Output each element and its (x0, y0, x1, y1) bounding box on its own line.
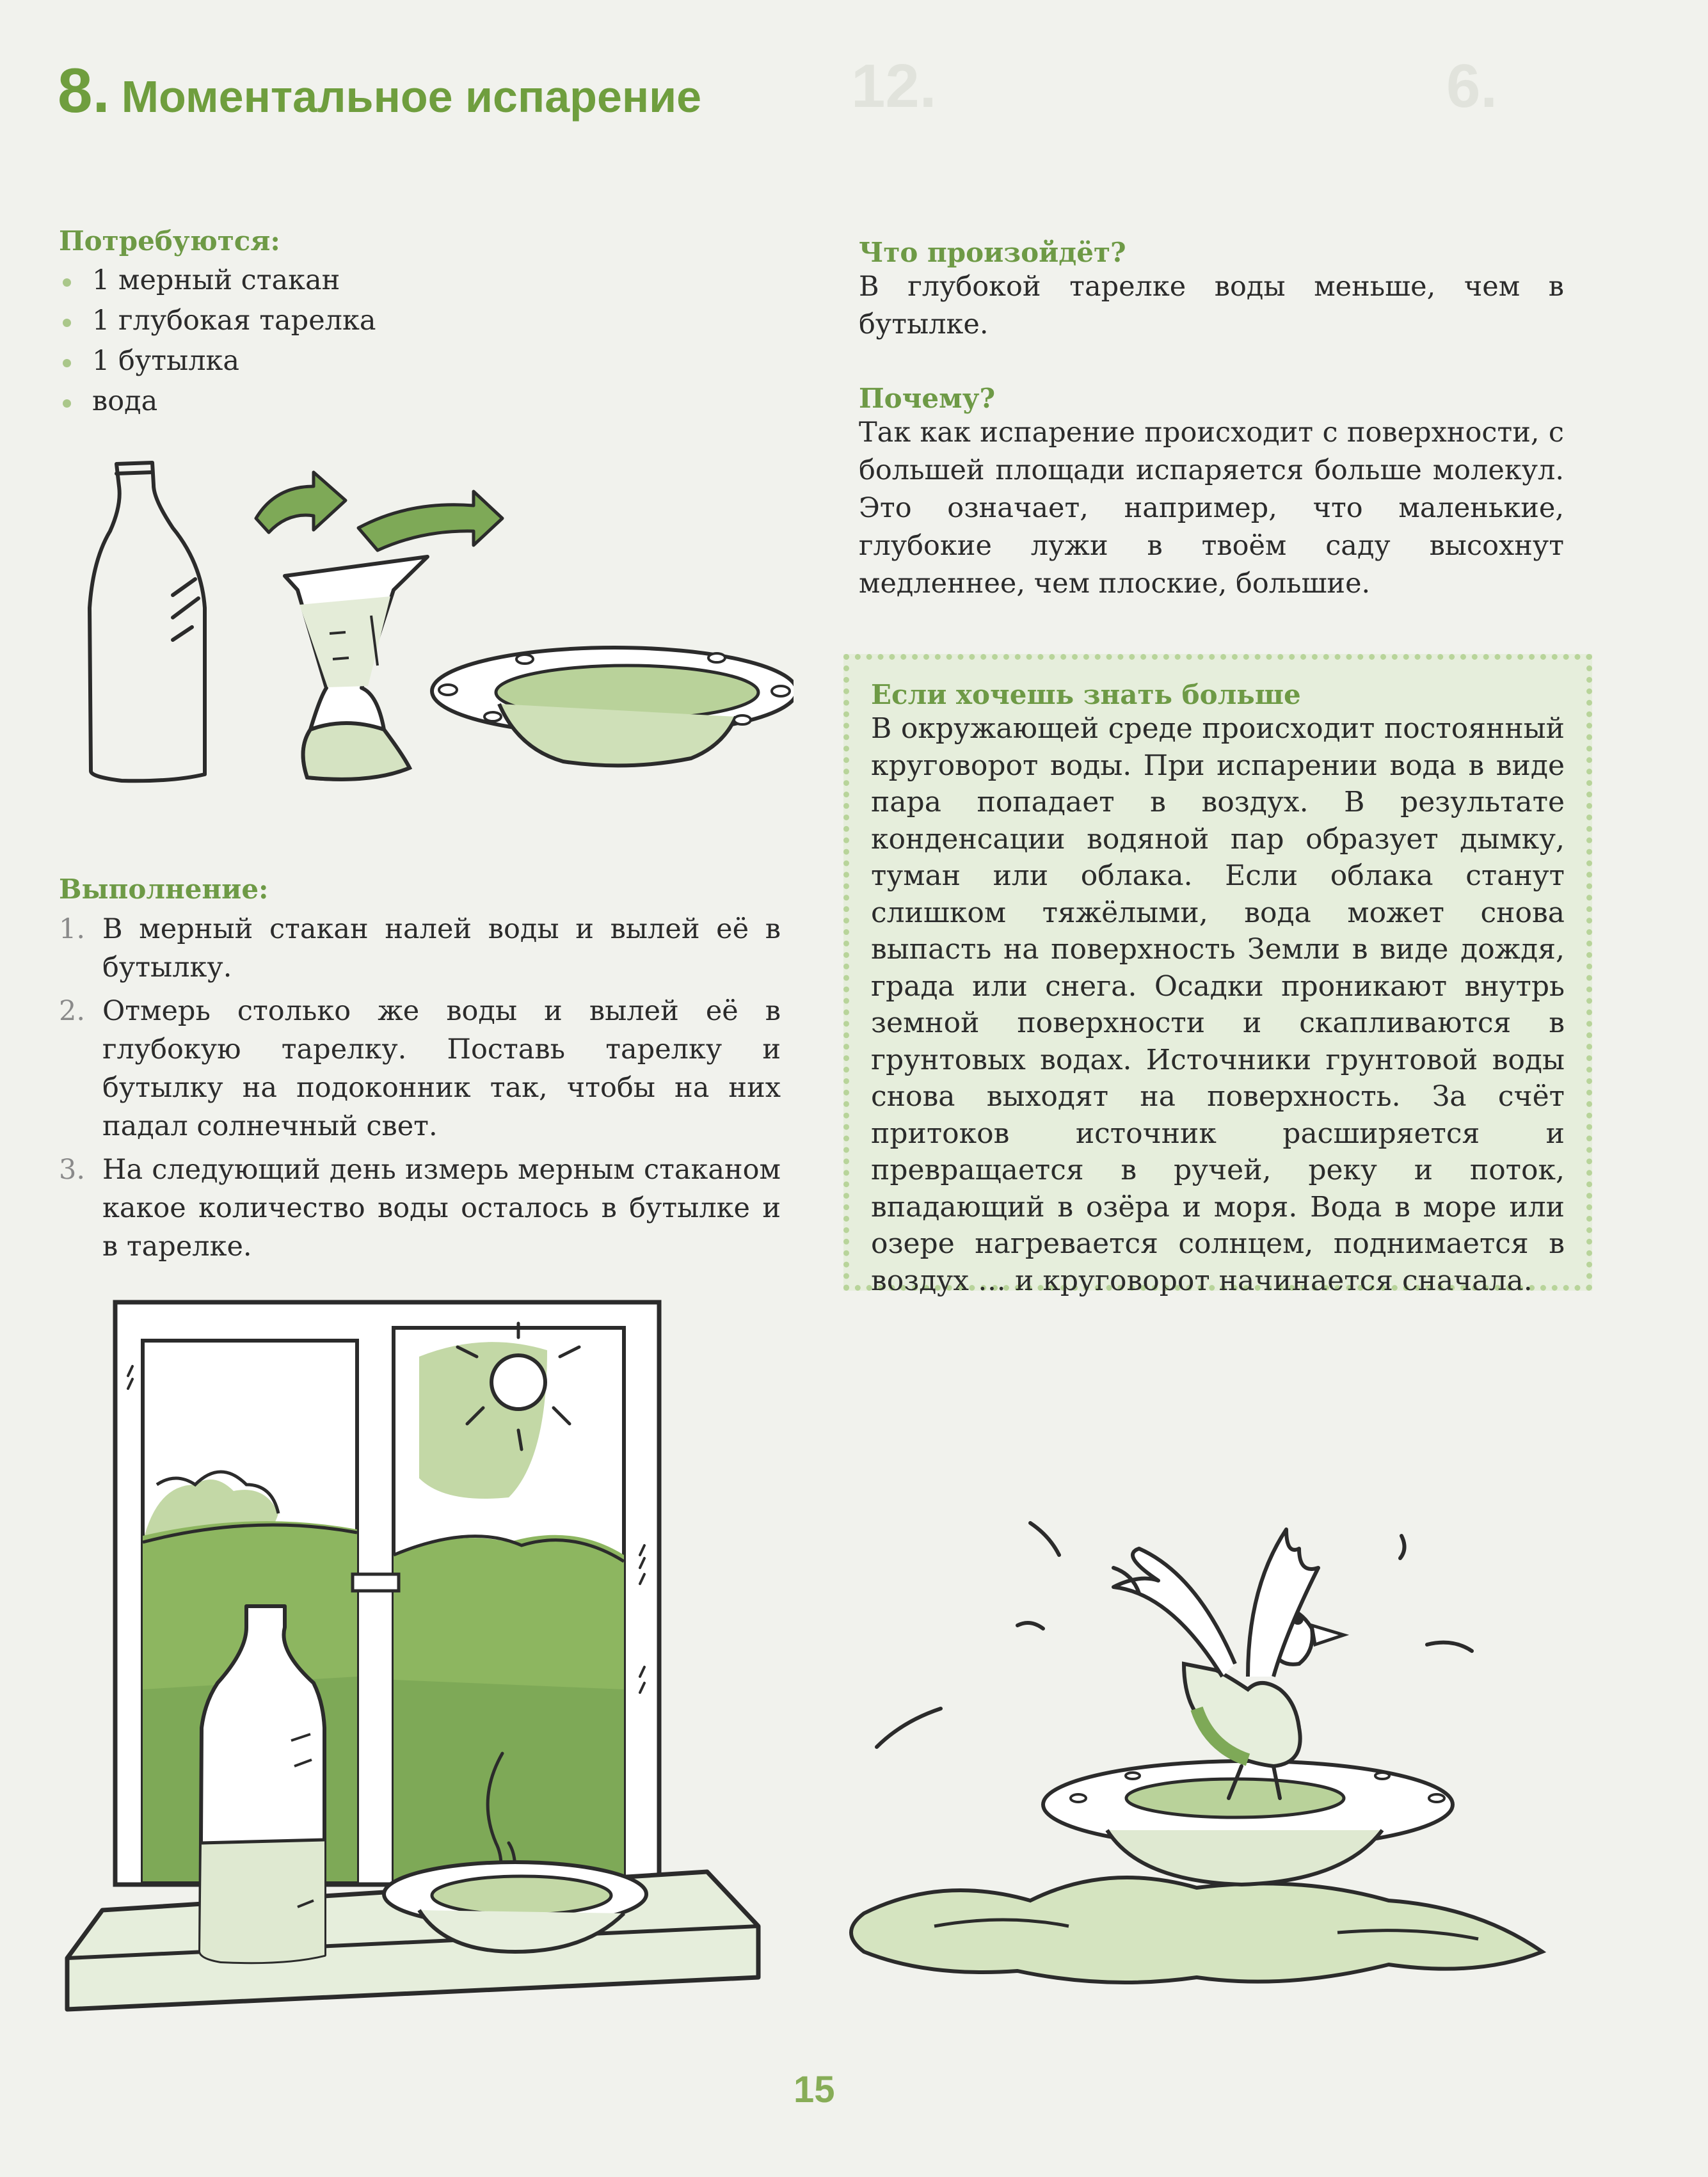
list-item: 1 мерный стакан (59, 260, 776, 301)
materials-heading: Потребуются: (59, 225, 280, 257)
more-text: В окружающей среде происходит постоянный круговорот воды. При испарении вода в виде пара попадает в воздух. В результате конденсации водяной пар образует дымку, туман или облака. Если облака станут слишком тяжёлыми, вода может снова выпасть на поверхность Земли в виде дождя, града или снега. Осадки проникают внутрь земной поверхности и скапливаются в грунтовых водах. Источники грунтовой воды снова выходят на поверхность. За счёт притоков источник расширяется и превращается в ручей, реку и поток, впадающий в озёра и моря. Вода в море или озере нагревается солнцем, поднимается в воздух … и круговорот начинается сначала. (871, 712, 1565, 1297)
result-heading: Что произойдёт? (859, 237, 1126, 268)
materials-section (59, 225, 776, 422)
list-item: вода (59, 381, 776, 422)
result-text: В глубокой тарелке воды меньше, чем в бутылке. (859, 271, 1564, 340)
why-section (859, 383, 1564, 603)
step-number: 3. (59, 1154, 86, 1186)
bird-bathing-icon (838, 1517, 1561, 2016)
list-item: 1 глубокая тарелка (59, 301, 776, 341)
why-heading: Почему? (859, 383, 996, 414)
step-text: В мерный стакан налей воды и вылей её в бутылку. (102, 913, 781, 984)
procedure-heading: Выполнение: (59, 873, 269, 905)
step-number: 2. (59, 995, 86, 1027)
list-item (59, 910, 781, 987)
step-number: 1. (59, 913, 86, 945)
page-title (58, 54, 701, 127)
step-text: На следующий день измерь мерным стаканом какое количество воды осталось в бутылке и в тарелке. (102, 1154, 781, 1263)
list-item: 1 бутылка (59, 341, 776, 381)
bottle-cup-plate-icon (77, 448, 794, 793)
experiment-title: Моментальное испарение (121, 72, 702, 122)
result-section (859, 237, 1564, 344)
bleed-through-text: 6. (1446, 52, 1498, 120)
procedure-section (59, 873, 781, 1271)
why-text: Так как испарение происходит с поверхности, с большей площади испаряется больше молекул. Это означает, например, что маленькие, глубокие лужи в твоём саду высохнут медленнее, чем плоские, большие. (859, 417, 1564, 600)
more-heading: Если хочешь знать больше (871, 679, 1301, 710)
bleed-through-text: 12. (851, 52, 937, 120)
procedure-steps (59, 910, 781, 1266)
window-sill-icon (61, 1293, 778, 2029)
experiment-number: 8. (58, 55, 110, 125)
step-text: Отмерь столько же воды и вылей её в глубокую тарелку. Поставь тарелку и бутылку на подоконник так, чтобы на них падал солнечный свет. (102, 995, 781, 1142)
list-item (59, 1151, 781, 1266)
materials-list (59, 260, 776, 422)
page-number: 15 (794, 2069, 835, 2110)
more-info-box (843, 654, 1592, 1297)
list-item (59, 992, 781, 1145)
